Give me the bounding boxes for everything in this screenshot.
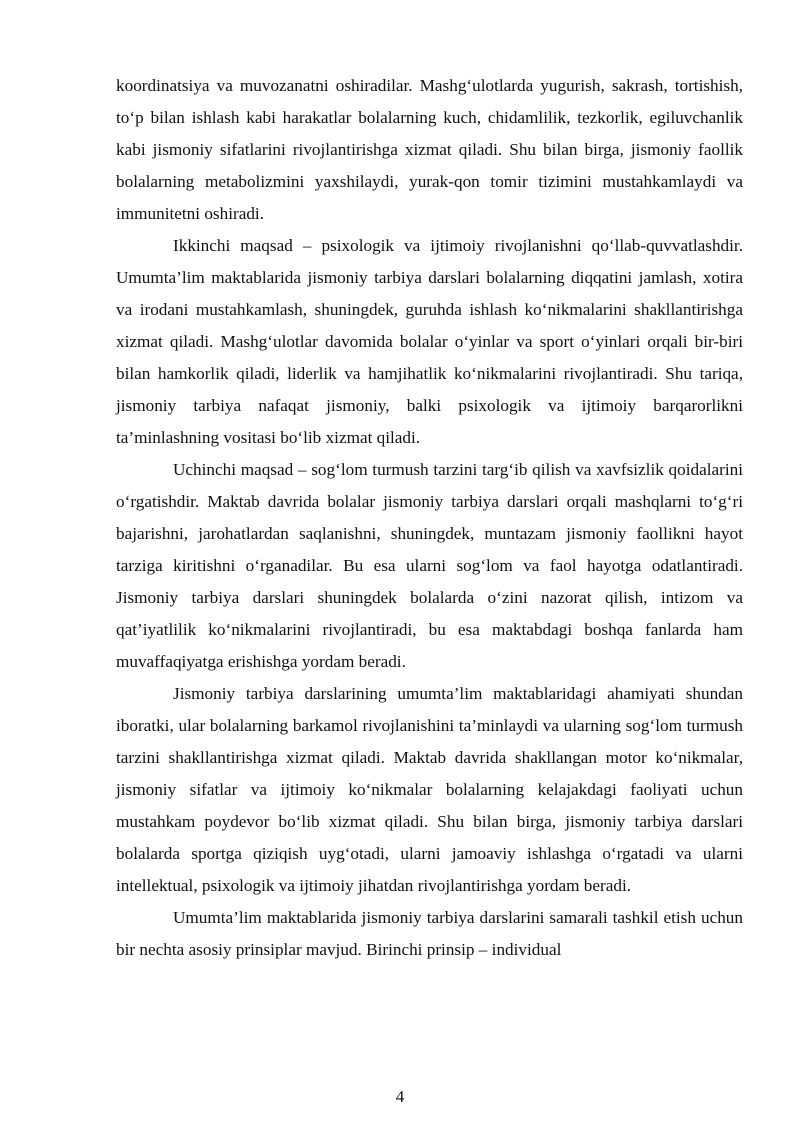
paragraph-importance: Jismoniy tarbiya darslarining umumta’lim maktablaridagi ahamiyati shundan iboratki, ular bolalarning barkamol rivojlanishini ta’minlaydi va ularning sog‘lom turmush tarzini shakllantirishga xizmat qiladi. Maktab davrida shakllangan motor ko‘nikmalar, jismoniy sifatlar va ijtimoiy ko‘nikmalar bolalarning kelajakdagi faoliyati uchun mustahkam poydevor bo‘lib xizmat qiladi. Shu bilan birga, jismoniy tarbiya darslari bolalarda sportga qiziqish uyg‘otadi, ularni jamoaviy ishlashga o‘rgatadi va ularni intellektual, psixologik va ijtimoiy jihatdan rivojlantirishga yordam beradi. bbox=[116, 684, 743, 895]
paragraph-second-goal: Ikkinchi maqsad – psixologik va ijtimoiy rivojlanishni qo‘llab-quvvatlashdir. Umumta’lim maktablarida jismoniy tarbiya darslari bolalarning diqqatini jamlash, xotira va irodani mustahkamlash, shuningdek, guruhda ishlash ko‘nikmalarini shakllantirishga xizmat qiladi. Mashg‘ulotlar davomida bolalar o‘yinlar va sport o‘yinlari orqali bir-biri bilan hamkorlik qiladi, liderlik va hamjihatlik ko‘nikmalarini rivojlantiradi. Shu tariqa, jismoniy tarbiya nafaqat jismoniy, balki psixologik va ijtimoiy barqarorlikni ta’minlashning vositasi bo‘lib xizmat qiladi. bbox=[116, 236, 743, 447]
body-text bbox=[116, 70, 743, 966]
paragraph-third-goal: Uchinchi maqsad – sog‘lom turmush tarzini targ‘ib qilish va xavfsizlik qoidalarini o‘rgatishdir. Maktab davrida bolalar jismoniy tarbiya darslari orqali mashqlarni to‘g‘ri bajarishni, jarohatlardan saqlanishni, shuningdek, muntazam jismoniy faollikni hayot tarziga kiritishni o‘rganadilar. Bu esa ularni sog‘lom va faol hayotga odatlantiradi. Jismoniy tarbiya darslari shuningdek bolalarda o‘zini nazorat qilish, intizom va qat’iyatlilik ko‘nikmalarini rivojlantiradi, bu esa maktabdagi boshqa fanlarda ham muvaffaqiyatga erishishga yordam beradi. bbox=[116, 460, 743, 671]
page-number: 4 bbox=[395, 1087, 405, 1106]
paragraph-continued: koordinatsiya va muvozanatni oshiradilar. Mashg‘ulotlarda yugurish, sakrash, tortishish, to‘p bilan ishlash kabi harakatlar bolalarning kuch, chidamlilik, tezkorlik, egiluvchanlik kabi jismoniy sifatlarini rivojlantirishga xizmat qiladi. Shu bilan birga, jismoniy faollik bolalarning metabolizmini yaxshilaydi, yurak-qon tomir tizimini mustahkamlaydi va immunitetni oshiradi. bbox=[116, 76, 743, 223]
paragraph-principles: Umumta’lim maktablarida jismoniy tarbiya darslarini samarali tashkil etish uchun bir nechta asosiy prinsiplar mavjud. Birinchi prinsip – individual bbox=[116, 908, 743, 959]
